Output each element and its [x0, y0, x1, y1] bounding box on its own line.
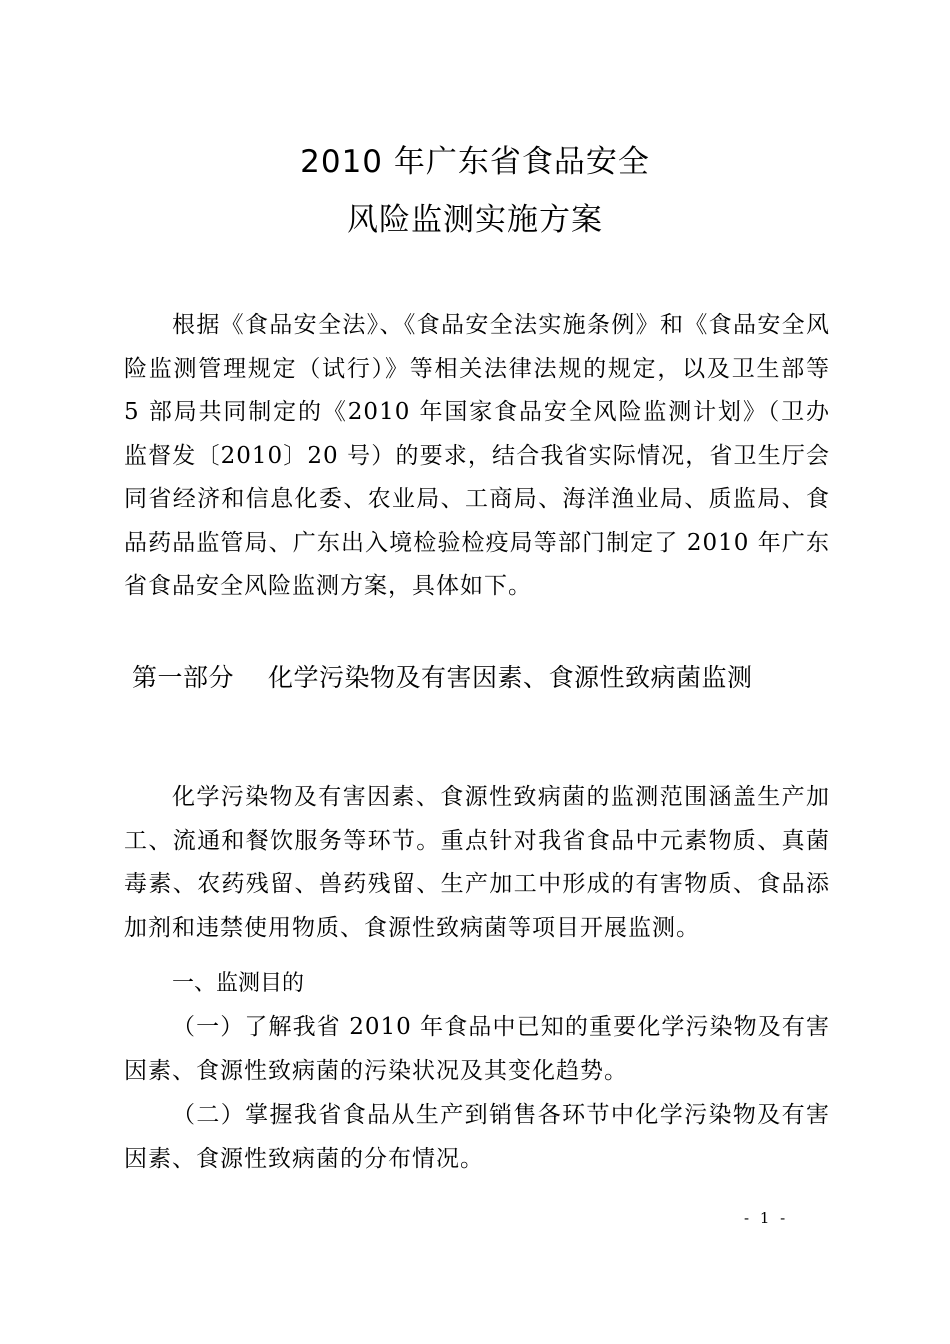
- objective-item-2: （二）掌握我省食品从生产到销售各环节中化学污染物及有害因素、食源性致病菌的分布情况。: [124, 1102, 830, 1172]
- part-heading: [132, 658, 753, 698]
- part-title: 化学污染物及有害因素、食源性致病菌监测: [268, 663, 753, 692]
- page-number: - 1 -: [744, 1209, 789, 1227]
- document-title-line-2: 风险监测实施方案: [347, 202, 603, 238]
- part-label: 第一部分: [132, 663, 235, 692]
- section-heading: 一、监测目的: [172, 971, 305, 996]
- document-title-line-1: 2010 年广东省食品安全: [300, 144, 650, 180]
- intro-paragraph: 根据《食品安全法》、《食品安全法实施条例》和《食品安全风险监测管理规定（试行）》等相关法律法规的规定，以及卫生部等 5 部局共同制定的《2010 年国家食品安全风险监测计划》（卫办监督发〔2010〕20 号）的要求，结合我省实际情况，省卫生厅会同省经济和信息化委、农业局、工商局、海洋渔业局、质监局、食品药品监管局、广东出入境检验检疫局等部门制定了 2010 年广东省食品安全风险监测方案，具体如下。: [124, 312, 830, 599]
- objective-item-1: （一）了解我省 2010 年食品中已知的重要化学污染物及有害因素、食源性致病菌的污染状况及其变化趋势。: [124, 1014, 830, 1084]
- part-paragraph: 化学污染物及有害因素、食源性致病菌的监测范围涵盖生产加工、流通和餐饮服务等环节。重点针对我省食品中元素物质、真菌毒素、农药残留、兽药残留、生产加工中形成的有害物质、食品添加剂和违禁使用物质、食源性致病菌等项目开展监测。: [124, 784, 830, 941]
